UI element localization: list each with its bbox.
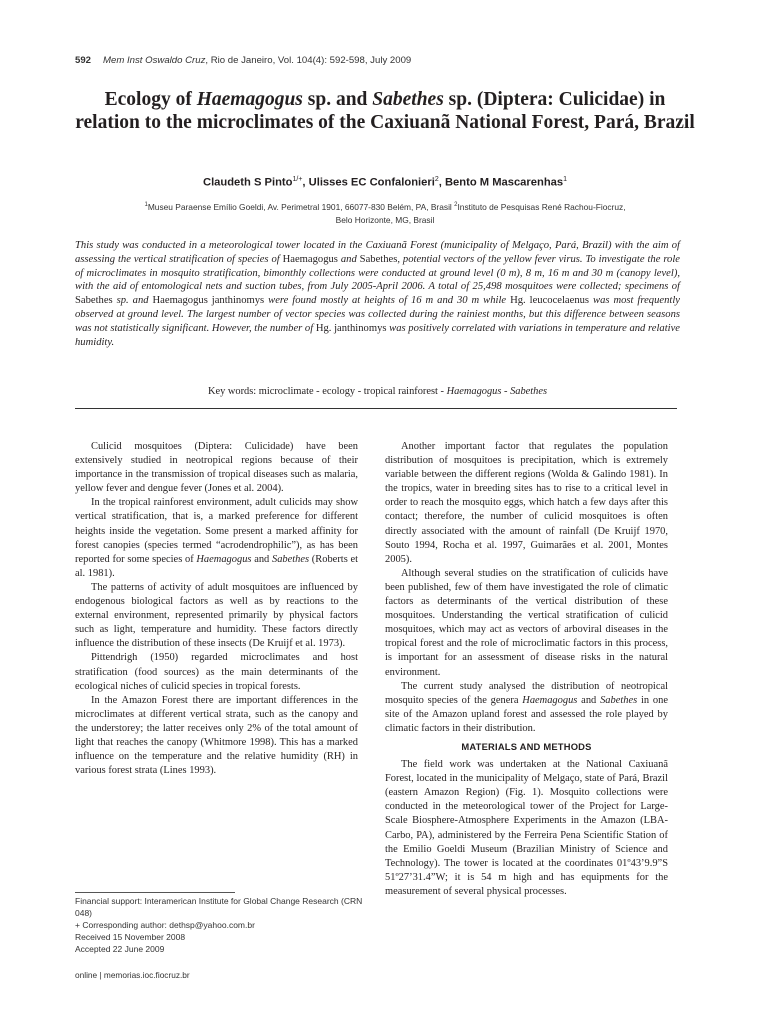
author-sup: 2	[434, 176, 439, 183]
affil-text: Museu Paraense Emílio Goeldi, Av. Perimetral 1901, 66077-830 Belém, PA, Brasil	[147, 201, 455, 212]
para-text: (Roberts et al. 1981).	[75, 553, 358, 579]
para-taxon: Sabethes	[271, 553, 310, 565]
paragraph: Although several studies on the stratification of culicids have been published, few of them have investigated the role of climatic factors as determinants of the vertical distribution of these mosquitoes. Understanding the vertical stratification of culicid mosquitoes, which may act as vectors of arboviral diseases in the tropical forest and the role of microclimatic factors in this process, is important for an assessment of disease risks in the natural environment.	[385, 567, 668, 678]
abstract-taxon: Haemagogus janthinomys	[152, 295, 265, 307]
paragraph: Culicid mosquitoes (Diptera: Culicidade) have been extensively studied in neotropical regions because of their importance in the transmission of tropical diseases such as malaria, yellow fever and dengue fever (Jones et al. 2004).	[75, 441, 358, 495]
para-text: and	[251, 553, 272, 565]
author-name: , Bento M Mascarenhas	[438, 176, 564, 189]
abstract-taxon: Haemagogus	[282, 253, 338, 265]
affil-sup: 1	[144, 202, 148, 208]
abstract-text: This study was conducted in a meteorological tower located in the Caxiuanã Forest (municipality of Melgaço, Pará, Brazil) with the aim of assessing the vertical stratification of species of	[75, 240, 680, 265]
title-genus: Sabethes	[372, 89, 444, 110]
abstract-text: were found mostly at heights of 16 m and 30 m while	[264, 295, 511, 307]
affiliations	[85, 199, 685, 228]
paragraph	[75, 496, 358, 581]
abstract-taxon: Hg. leucocelaenus	[510, 295, 590, 307]
author-list	[75, 176, 695, 189]
section-heading: MATERIALS AND METHODS	[461, 740, 592, 752]
footnote-contact: + Corresponding author: dethsp@yahoo.com.br	[75, 920, 255, 930]
abstract-text: sp. and	[112, 295, 153, 307]
title-part: Ecology of	[104, 89, 197, 110]
paragraph: Pittendrigh (1950) regarded microclimates and host stratification (food sources) as the main determinants of the ecological niches of culicid species in tropical forests.	[75, 652, 358, 692]
para-text: The current study analysed the distribution of neotropical mosquito species of the genera	[385, 680, 668, 706]
header-divider	[75, 408, 677, 409]
abstract-text: was positively correlated with variations in temperature and relative humidity.	[75, 322, 680, 348]
paragraph: The field work was undertaken at the National Caxiuanã Forest, located in the municipality of Melgaço, state of Pará, Brazil (eastern Amazon Region) (Fig. 1). Mosquito collections were conducted in the meteorological tower of the Project for Large-Scale Biosphere-Atmosphere Experiments in the Amazon (LBA-Carbo, PA), administered by the Ferreira Pena Scientific Station of the Emilio Goeldi Museum (Brazilian Ministry of Science and Technology). The tower is located at the coordinates 01º43’9.9”S 51º27’31.4”W; it is 54 m high and has equipments for the measurement of several physical processes.	[385, 759, 668, 897]
footnote-accepted: Accepted 22 June 2009	[75, 944, 165, 954]
author-sup: 1	[563, 176, 567, 183]
keywords-text: Key words: microclimate - ecology - tropical rainforest -	[207, 386, 447, 397]
journal-citation: , Rio de Janeiro, Vol. 104(4): 592-598, July 2009	[205, 55, 412, 66]
abstract-taxon: Hg. janthinomys	[315, 322, 387, 334]
author-name: Claudeth S Pinto	[202, 176, 293, 189]
affil-sup: 2	[454, 202, 458, 208]
author-sup: 1/+	[292, 176, 303, 183]
affil-text: Belo Horizonte, MG, Brasil	[335, 215, 435, 226]
left-column	[75, 440, 358, 778]
online-url: online | memorias.ioc.fiocruz.br	[75, 970, 190, 980]
abstract-taxon: Sabethes	[359, 253, 398, 265]
author-name: , Ulisses EC Confalonieri	[302, 176, 435, 189]
article-title	[75, 88, 695, 134]
keyword-genus: Sabethes	[510, 386, 548, 397]
title-part: sp. and	[302, 89, 373, 110]
affil-text: Instituto de Pesquisas René Rachou-Fiocruz,	[457, 201, 626, 212]
keyword-genus: Haemagogus	[446, 386, 502, 397]
paragraph: The patterns of activity of adult mosquitoes are influenced by endogenous biological factors as well as by reactions to the external environment, represented primarily by physical factors such as light, temperature and humidity. These factors directly influence the distribution of these insects (De Kruijf et al. 1973).	[75, 581, 358, 650]
paragraph	[385, 680, 668, 736]
abstract	[75, 239, 680, 349]
journal-name: Mem Inst Oswaldo Cruz	[103, 55, 206, 66]
keywords	[75, 386, 680, 397]
abstract-text: and	[337, 253, 360, 265]
right-column	[385, 440, 668, 899]
abstract-text: , potential vectors of the yellow fever virus. To investigate the role of microclimates in mosquito stratification, bimonthly collections were conducted at ground level (0 m), 8 m, 16 m and 30 m (canopy level), with the aid of entomological nets and suction tubes, from July 2005-April 2006. A total of 25,498 mosquitoes were collected; specimens of	[75, 253, 680, 293]
para-text: in one site of the Amazon upland forest and assessed the role played by climatic factors in their distribution.	[385, 694, 668, 734]
abstract-taxon: Sabethes	[75, 295, 113, 307]
footnotes	[75, 895, 365, 955]
title-part: sp. (Diptera: Culicidae) in relation to the microclimates of the Caxiuanã National Forest, Pará, Brazil	[75, 89, 695, 133]
paragraph: In the Amazon Forest there are important differences in the microclimates at different vertical strata, such as the canopy and the understorey; the latter receives only 2% of the total amount of light that reaches the canopy (Whitmore 1998). This has a marked influence on the temperature and the relative humidity (RH) in various forest strata (Lines 1993).	[75, 694, 358, 777]
footnote-divider	[75, 892, 235, 893]
abstract-text: was most frequently observed at ground level. The largest number of vector species was collected during the rainiest months, but this difference between seasons was not statistically significant. However, the number of	[75, 295, 680, 334]
running-head	[75, 55, 695, 66]
para-taxon: Sabethes	[600, 694, 638, 706]
page-number: 592	[75, 55, 92, 66]
footnote-received: Received 15 November 2008	[75, 932, 186, 942]
para-text: In the tropical rainforest environment, adult culicids may show vertical stratification, that is, a marked preference for different heights inside the vegetation. Some present a marked affinity for forest canopies (species termed “acrodendrophilic”), as has been reported for some species of	[75, 497, 358, 565]
title-genus: Haemagogus	[196, 89, 303, 110]
footnote-funding: Financial support: Interamerican Institute for Global Change Research (CRN 048)	[75, 896, 363, 918]
paragraph: Another important factor that regulates the population distribution of mosquitoes is precipitation, which is extremely variable between the different regions (Wolda & Galindo 1981). In the tropics, water in breeding sites has to rise to a critical level in order to reach the mosquito eggs, which hatch a few days after this contact; therefore, the number of culicid mosquitoes is often directly associated with the amount of rainfall (De Kruijf 1970, Souto 1994, Rocha et al. 1997, Guimarães et al. 2001, Montes 2005).	[385, 441, 668, 565]
para-taxon: Haemagogus	[196, 553, 252, 565]
keywords-sep: -	[501, 386, 511, 397]
para-text: and	[577, 694, 601, 706]
para-taxon: Haemagogus	[522, 694, 578, 706]
